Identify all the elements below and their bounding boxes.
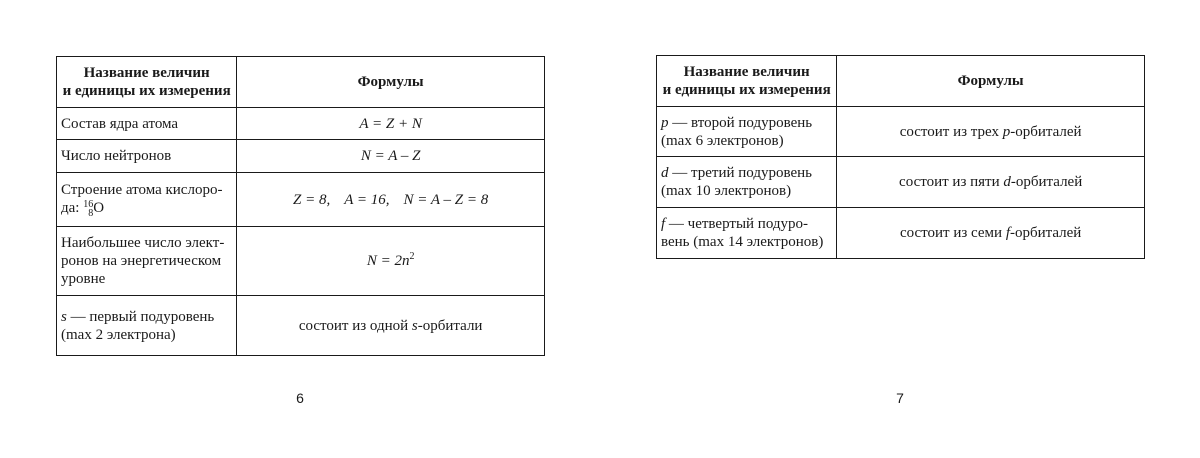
row-formula: [237, 173, 545, 227]
formula-variable: f: [1005, 225, 1010, 241]
row-name: [57, 296, 237, 356]
name-line2-prefix: да:: [61, 200, 84, 216]
row-formula: [237, 108, 545, 140]
name-variable: s: [61, 308, 67, 325]
formula-text: A = Z + N: [359, 115, 422, 132]
name-line2: (max 6 электронов): [661, 132, 784, 149]
row-name: [657, 107, 837, 157]
header-name-line2: и единицы их измерения: [62, 83, 231, 99]
formula-post: -орбиталей: [1010, 123, 1082, 140]
name-line1: Строение атома кислоро-: [61, 182, 223, 198]
row-name: [57, 227, 237, 296]
row-name: [657, 157, 837, 208]
formula-pre: состоит из одной: [298, 317, 412, 334]
row-name: [657, 208, 837, 259]
row-formula: [237, 296, 545, 356]
name-variable: p: [661, 114, 669, 131]
table-header-row: [657, 56, 1145, 107]
name-rest: — третий подуровень: [668, 165, 813, 181]
table-row: [57, 296, 545, 356]
header-name-line2: и единицы их измерения: [662, 82, 831, 98]
row-name: Число нейтронов: [57, 140, 237, 173]
formula-pre: состоит из трех: [899, 123, 1003, 140]
formula-variable: p: [1002, 123, 1011, 140]
name-line3: уровне: [61, 271, 106, 287]
formula-n: N = A – Z = 8: [403, 191, 489, 208]
isotope-symbol: O: [93, 200, 105, 216]
header-name-line1: Название величин: [83, 65, 210, 81]
row-name: Состав ядра атома: [57, 108, 237, 140]
table-row: [657, 107, 1145, 157]
name-line1: Наибольшее число элект-: [61, 235, 225, 251]
header-name-cell: [57, 57, 237, 108]
formula-exponent: 2: [409, 251, 415, 262]
isotope-atomic-number: 8: [88, 208, 94, 219]
formula-text: N = A – Z: [360, 148, 421, 164]
name-line2: ронов на энергетическом: [61, 253, 222, 269]
row-name: [57, 173, 237, 227]
formula-variable: d: [1003, 174, 1011, 190]
header-formula-cell: Формулы: [837, 56, 1145, 107]
right-page: [600, 0, 1200, 458]
formula-post: -орбиталей: [1009, 225, 1082, 241]
name-variable: d: [661, 165, 669, 181]
row-formula: [837, 107, 1145, 157]
name-rest: — четвертый подуро-: [665, 216, 809, 232]
oxygen-isotope-notation: [83, 200, 93, 218]
row-formula: [837, 208, 1145, 259]
row-formula: [237, 140, 545, 173]
table-row: [657, 208, 1145, 259]
page-number: 7: [896, 390, 904, 406]
isotope-mass-number: 16: [83, 199, 94, 210]
formula-post: -орбитали: [417, 317, 483, 334]
row-formula: [837, 157, 1145, 208]
right-formula-table: [656, 55, 1145, 259]
table-row: [657, 157, 1145, 208]
name-line2: (max 10 электронов): [661, 183, 792, 199]
formula-pre: состоит из семи: [899, 225, 1006, 241]
formula-pre: состоит из пяти: [899, 174, 1004, 190]
formula-z: Z = 8,: [293, 191, 331, 208]
header-name-cell: [657, 56, 837, 107]
formula-post: -орбиталей: [1010, 174, 1083, 190]
formula-a: A = 16,: [344, 191, 390, 208]
name-line2: вень (max 14 электронов): [661, 234, 824, 250]
table-row: [57, 108, 545, 140]
formula-base: N = 2n: [366, 253, 410, 269]
formula-variable: s: [411, 317, 418, 334]
row-formula: [237, 227, 545, 296]
name-rest: — первый подуровень: [66, 308, 215, 325]
table-header-row: [57, 57, 545, 108]
header-name-line1: Название величин: [683, 64, 810, 80]
name-rest: — второй подуровень: [668, 114, 813, 131]
table-row: [57, 227, 545, 296]
table-row: [57, 140, 545, 173]
page-number: 6: [296, 390, 304, 406]
name-variable: f: [661, 216, 666, 232]
left-formula-table: [56, 56, 545, 356]
table-row: [57, 173, 545, 227]
header-formula-cell: Формулы: [237, 57, 545, 108]
name-line2: (max 2 электрона): [61, 326, 176, 343]
